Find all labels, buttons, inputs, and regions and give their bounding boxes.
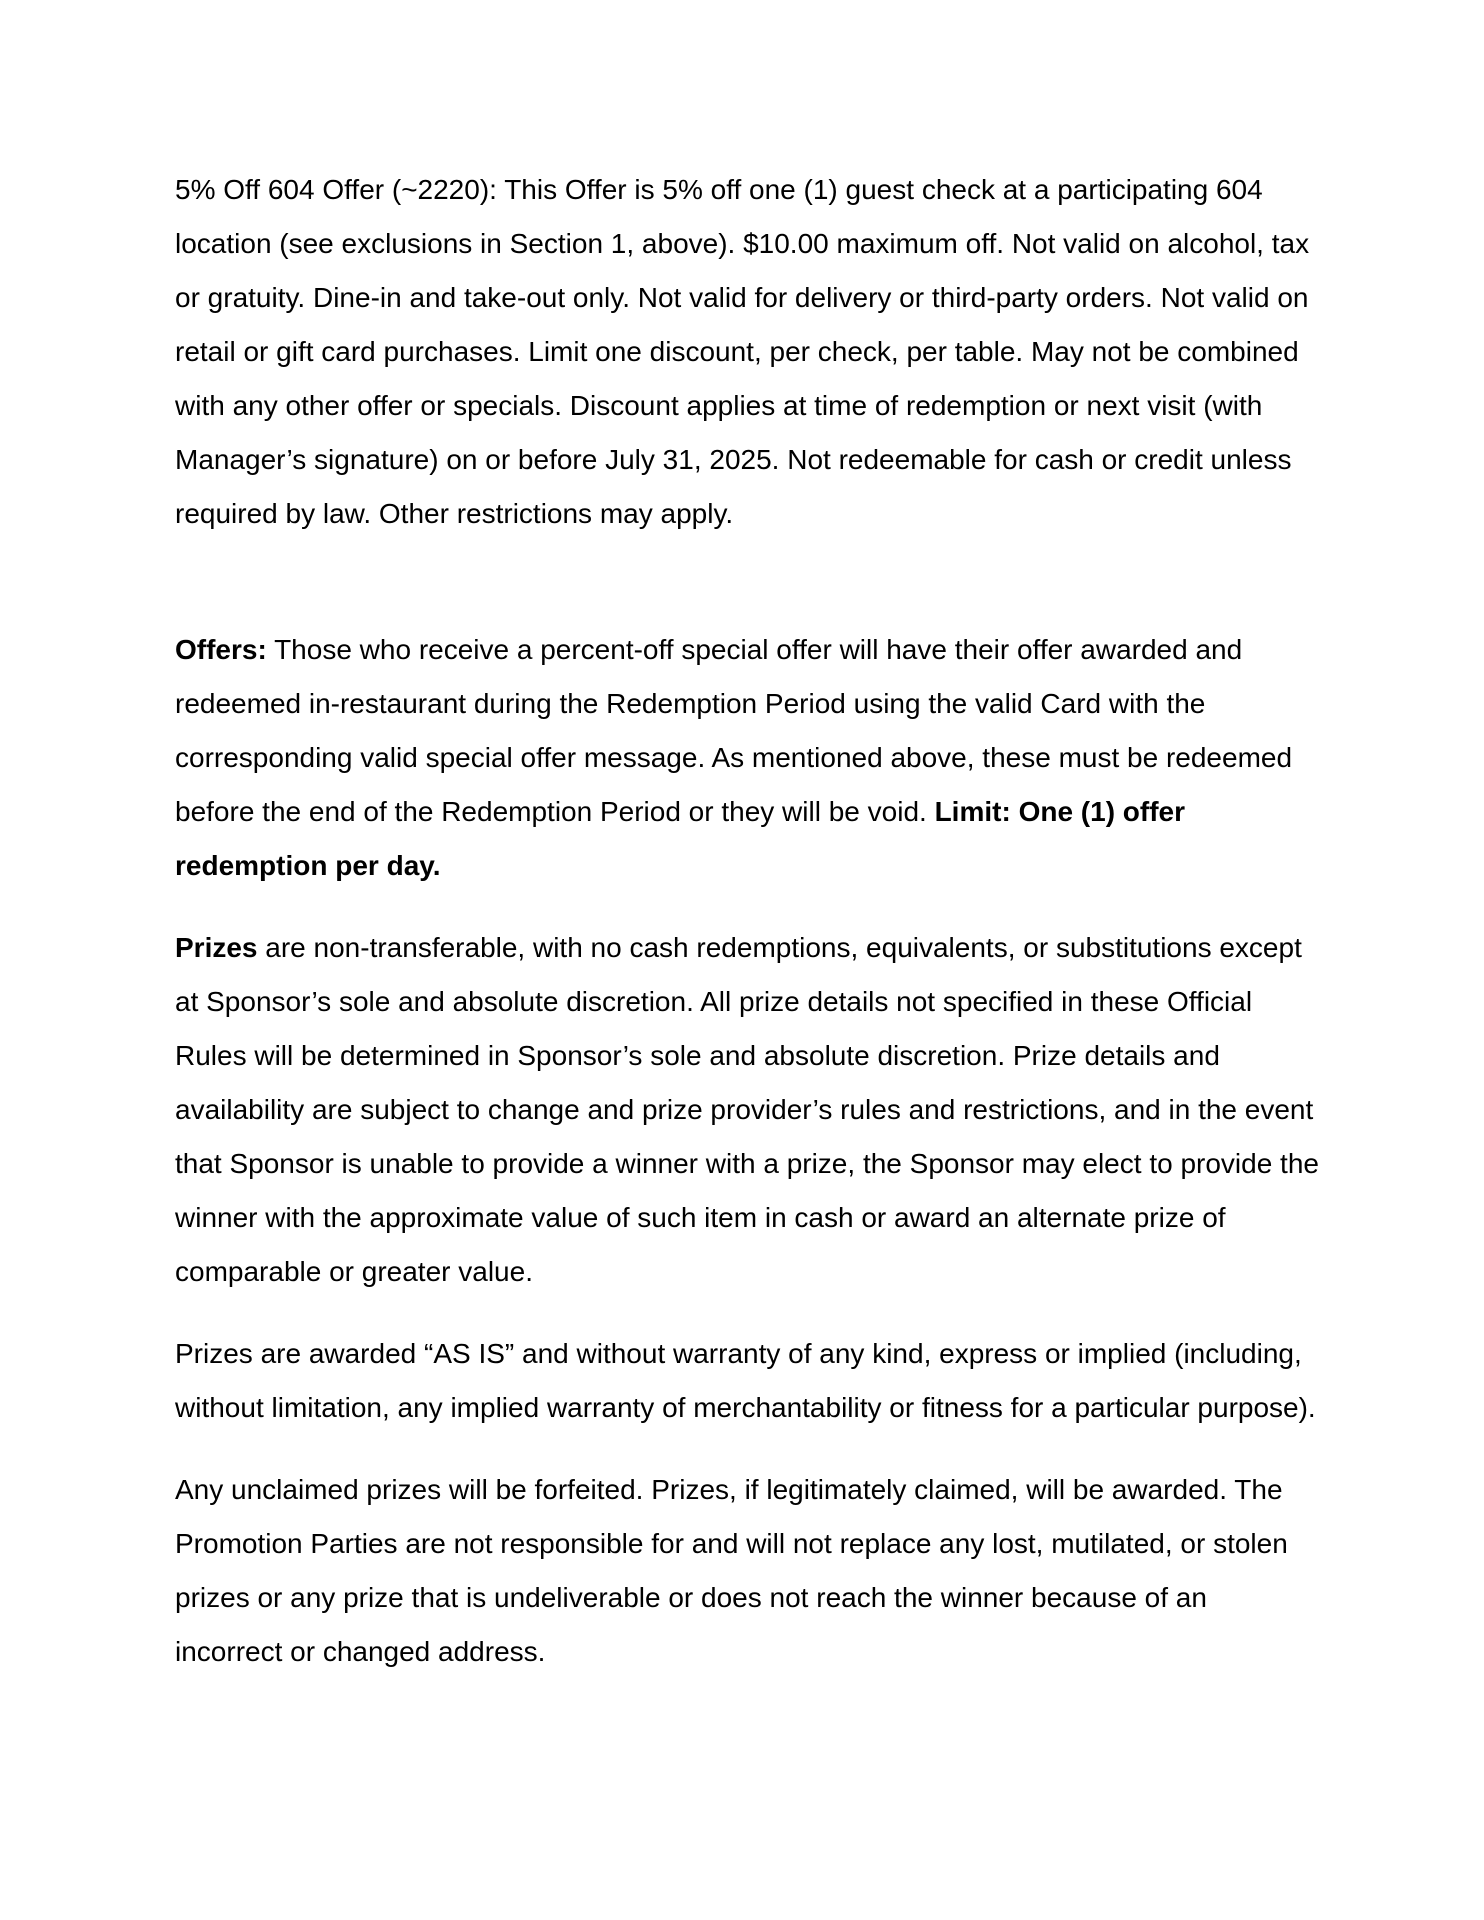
warranty-text: Prizes are awarded “AS IS” and without warranty of any kind, express or implied (including, without limitation, any implied warranty of merchantability or fitness for a particular purpose).: [175, 1338, 1316, 1423]
prizes-text: are non-transferable, with no cash redemptions, equivalents, or substitutions except at Sponsor’s sole and absolute discretion. All prize details not specified in these Official Rules will be determined in Sponsor’s sole and absolute discretion. Prize details and availability are subject to change and prize provider’s rules and restrictions, and in the event that Sponsor is unable to provide a winner with a prize, the Sponsor may elect to provide the winner with the approximate value of such item in cash or award an alternate prize of comparable or greater value.: [175, 932, 1319, 1287]
document-body: [175, 163, 1320, 1707]
offers-paragraph: [175, 623, 1320, 893]
offers-heading: Offers:: [175, 634, 267, 665]
offers-limit-text: Limit: One (1) offer redemption per day.: [175, 796, 1186, 881]
offer-terms-text: 5% Off 604 Offer (~2220): This Offer is 5% off one (1) guest check at a participating 604 location (see exclusions in Section 1, above). $10.00 maximum off. Not valid on alcohol, tax or gratuity. Dine-in and take-out only. Not valid for delivery or third-party orders. Not valid on retail or gift card purchases. Limit one discount, per check, per table. May not be combined with any other offer or specials. Discount applies at time of redemption or next visit (with Manager’s signature) on or before July 31, 2025. Not redeemable for cash or credit unless required by law. Other restrictions may apply.: [175, 174, 1310, 529]
prizes-paragraph: [175, 921, 1320, 1299]
warranty-paragraph: [175, 1327, 1320, 1435]
unclaimed-prizes-text: Any unclaimed prizes will be forfeited. Prizes, if legitimately claimed, will be awarded. The Promotion Parties are not responsible for and will not replace any lost, mutilated, or stolen prizes or any prize that is undeliverable or does not reach the winner because of an incorrect or changed address.: [175, 1474, 1288, 1667]
prizes-heading: Prizes: [175, 932, 258, 963]
unclaimed-prizes-paragraph: [175, 1463, 1320, 1679]
offer-terms-paragraph: [175, 163, 1320, 541]
offers-text: Those who receive a percent-off special offer will have their offer awarded and redeemed in-restaurant during the Redemption Period using the valid Card with the corresponding valid special offer message. As mentioned above, these must be redeemed before the end of the Redemption Period or they will be void.: [175, 634, 1293, 827]
